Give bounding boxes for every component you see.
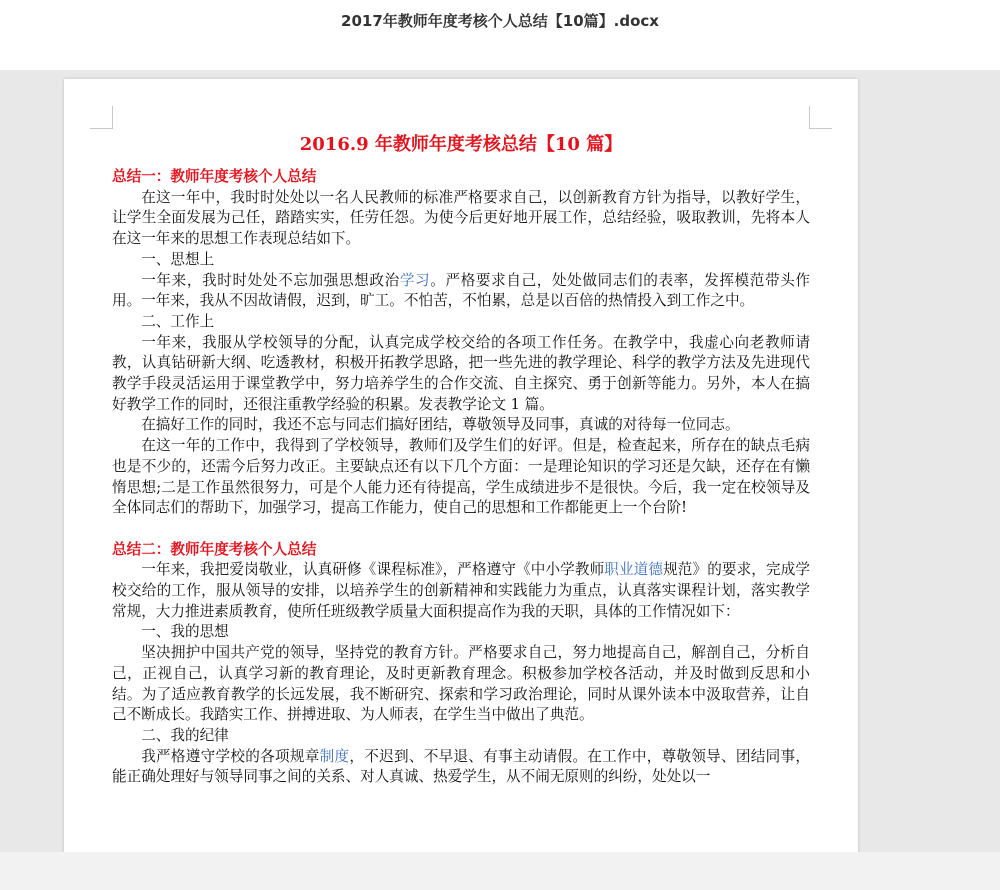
page-corner-mark-top-left: [90, 106, 113, 129]
paragraph-text: 一年来，我时时处处不忘加强思想政治: [141, 271, 400, 289]
bottom-bar: [0, 852, 1000, 890]
hyperlink[interactable]: 制度: [319, 747, 350, 765]
title-bar: [0, 0, 1000, 70]
document-page: [64, 79, 858, 852]
paragraph-text: 规范》的要求，完成学校交给的工作，服从领导的安排，以培养学生的创新精神和实践能力为重点，认真落实课程计划，落实教学常规，大力推进素质教育，使所任班级教学质量大面积提高作为我的天职，具体的工作情况如下：: [112, 561, 810, 620]
subheading: 一、我的思想: [141, 623, 229, 641]
paragraph: 在这一年中，我时时处处以一名人民教师的标准严格要求自己，以创新教育方针为指导，以教好学生，让学生全面发展为己任，踏踏实实，任劳任怨。为使今后更好地开展工作，总结经验，吸取教训，先将本人在这一年来的思想工作表现总结如下。: [112, 188, 810, 248]
paragraph-text: ，不迟到、不早退、有事主动请假。在工作中，尊敬领导、团结同事，能正确处理好与领导同事之间的关系、对人真诚、热爱学生，从不闹无原则的纠纷，处处以一: [112, 747, 810, 786]
document-filename: 2017年教师年度考核个人总结【10篇】.docx: [341, 12, 659, 30]
paragraph: 在搞好工作的同时，我还不忘与同志们搞好团结，尊敬领导及同事，真诚的对待每一位同志。: [141, 416, 740, 434]
subheading: 一、思想上: [141, 250, 215, 268]
paragraph: [112, 560, 810, 622]
section-title: 总结二：教师年度考核个人总结: [112, 540, 317, 558]
blank-line: [112, 519, 810, 540]
paragraph: 坚决拥护中国共产党的领导，坚持党的教育方针。严格要求自己，努力地提高自己，解剖自己，分析自己，正视自己，认真学习新的教育理论，及时更新教育理念。积极参加学校各活动，并及时做到反思和小结。为了适应教育教学的长远发展，我不断研究、探索和学习政治理论，同时从课外读本中汲取营养，让自己不断成长。我踏实工作、拼搏进取、为人师表，在学生当中做出了典范。: [112, 644, 810, 724]
paragraph-text: 一年来，我把爱岗敬业，认真研修《课程标准》，严格遵守《中小学教师: [141, 561, 605, 579]
paragraph: [112, 747, 810, 788]
hyperlink[interactable]: 学习: [399, 271, 431, 289]
subheading: 二、工作上: [141, 312, 215, 330]
paragraph: 一年来，我服从学校领导的分配，认真完成学校交给的各项工作任务。在教学中，我虚心向老教师请教，认真钻研新大纲、吃透教材，积极开拓教学思路，把一些先进的教学理论、科学的教学方法及先进现代教学手段灵活运用于课堂教学中，努力培养学生的合作交流、自主探究、勇于创新等能力。另外，本人在搞好教学工作的同时，还很注重教学经验的积累。发表教学论文 1 篇。: [112, 333, 810, 413]
section-title: 总结一：教师年度考核个人总结: [112, 168, 317, 185]
document-heading: 2016.9 年教师年度考核总结【10 篇】: [299, 134, 623, 155]
paragraph-text: 。严格要求自己，处处做同志们的表率，发挥模范带头作用。一年来，我从不因故请假，迟到，旷工。不怕苦，不怕累，总是以百倍的热情投入到工作之中。: [112, 271, 810, 310]
page-content: [112, 134, 810, 788]
paragraph-text: 我严格遵守学校的各项规章: [141, 747, 320, 765]
paragraph: 在这一年的工作中，我得到了学校领导，教师们及学生们的好评。但是，检查起来，所存在的缺点毛病也是不少的，还需今后努力改正。主要缺点还有以下几个方面：一是理论知识的学习还是欠缺，还存在有懒惰思想;二是工作虽然很努力，可是个人能力还有待提高，学生成绩进步不是很快。今后，我一定在校领导及全体同志们的帮助下，加强学习，提高工作能力，使自己的思想和工作都能更上一个台阶!: [112, 437, 810, 517]
document-viewer[interactable]: [0, 70, 1000, 852]
hyperlink[interactable]: 职业道德: [604, 561, 664, 579]
page-corner-mark-top-right: [809, 106, 832, 129]
paragraph: [112, 271, 810, 312]
subheading: 二、我的纪律: [141, 726, 229, 744]
